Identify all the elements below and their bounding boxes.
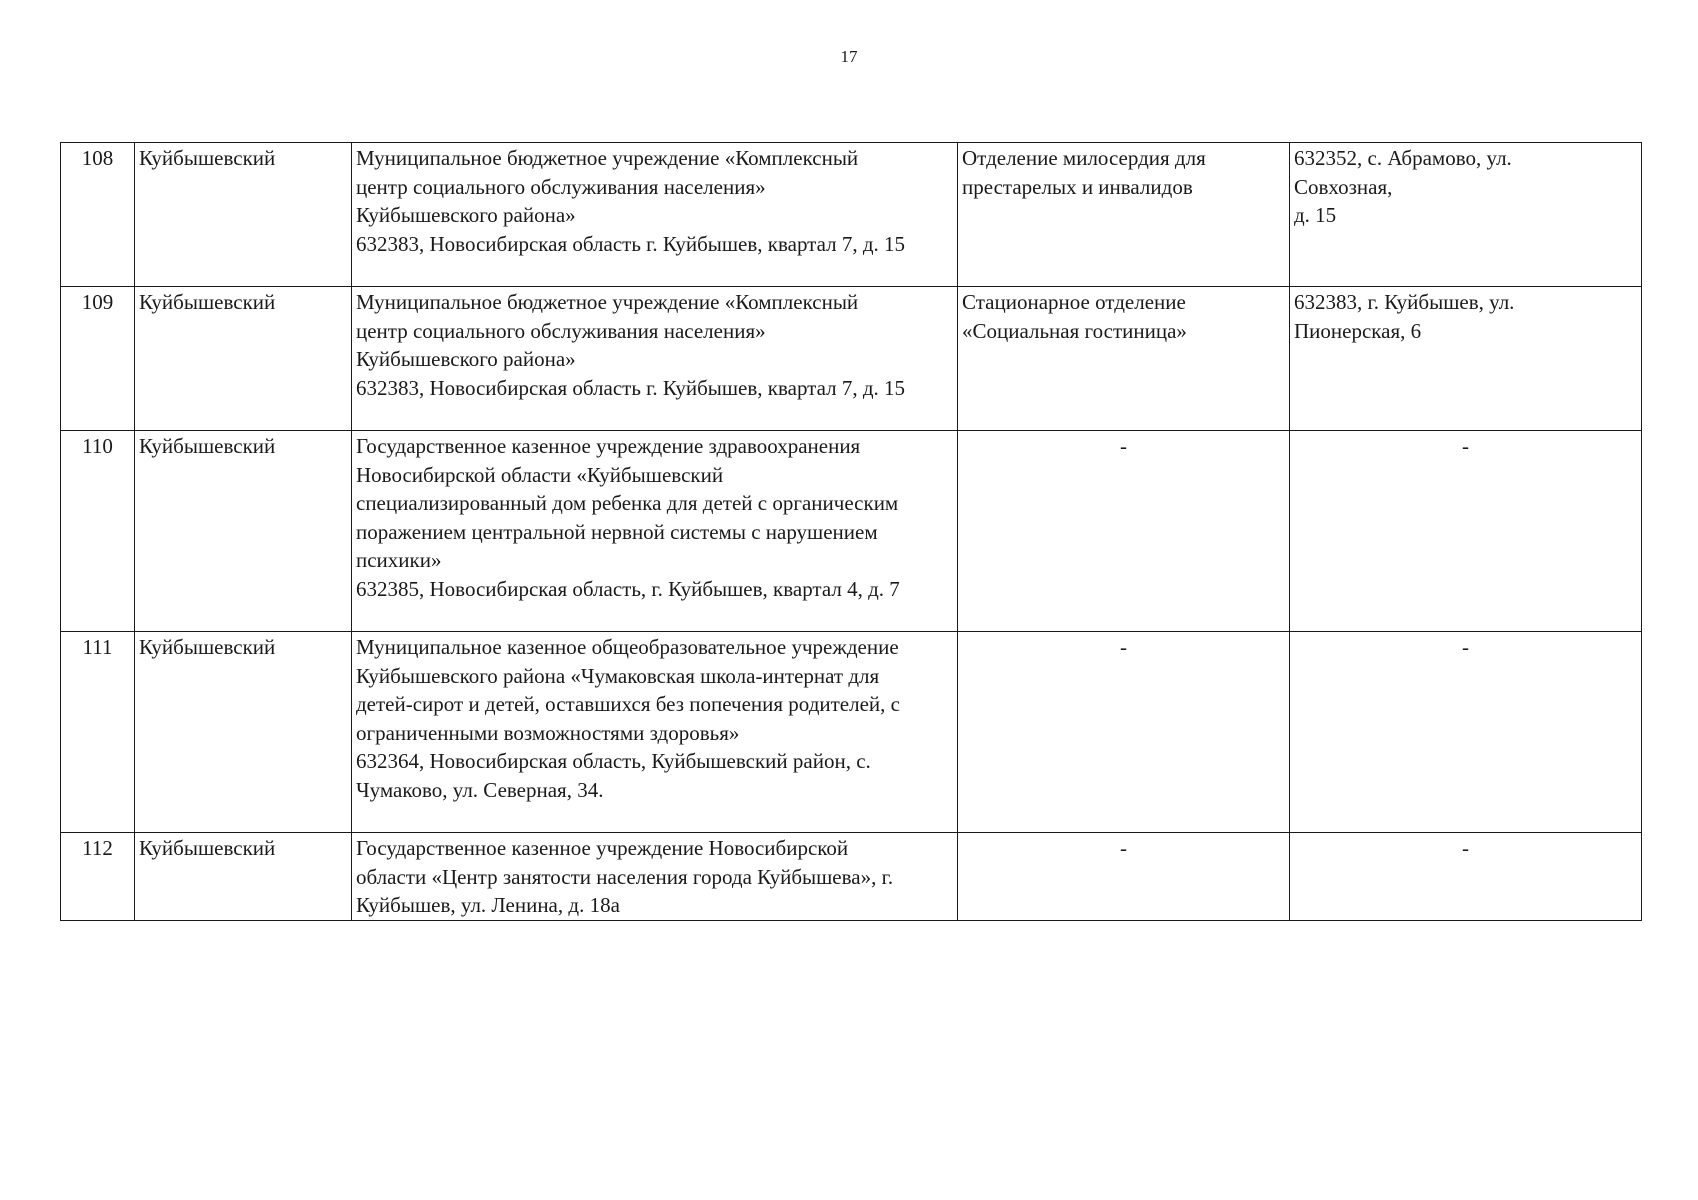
department-line: Стационарное отделение [962, 290, 1186, 314]
organization-line: Государственное казенное учреждение здравоохранения [356, 434, 861, 458]
row-number: 109 [61, 287, 135, 431]
organization-line: Муниципальное казенное общеобразовательное учреждение [356, 635, 899, 659]
institutions-table [60, 142, 1642, 921]
organization-line: поражением центральной нервной системы с нарушением [356, 519, 878, 544]
department-cell [958, 287, 1290, 431]
organization-line: Государственное казенное учреждение Новосибирской [356, 836, 849, 860]
organization-line: 632364, Новосибирская область, Куйбышевский район, с. [356, 749, 871, 773]
table-row [61, 431, 1642, 632]
table-row [61, 833, 1642, 921]
address-cell: - [1290, 833, 1642, 921]
address-line: Совхозная, [1294, 174, 1393, 199]
organization-line: центр социального обслуживания населения» [356, 318, 766, 343]
organization-line: детей-сирот и детей, оставшихся без попечения родителей, с [356, 692, 900, 716]
organization-line: Чумаково, ул. Северная, 34. [356, 777, 604, 802]
department-cell: - [958, 632, 1290, 833]
organization-line: ограниченными возможностями здоровья» [356, 720, 740, 745]
table-row [61, 632, 1642, 833]
organization-line: Муниципальное бюджетное учреждение «Комплексный [356, 146, 859, 170]
organization-line: Новосибирской области «Куйбышевский [356, 462, 724, 487]
district-cell: Куйбышевский [135, 143, 352, 287]
department-line: престарелых и инвалидов [962, 174, 1193, 199]
organization-cell [352, 431, 958, 632]
organization-line: 632385, Новосибирская область, г. Куйбышев, квартал 4, д. 7 [356, 576, 900, 601]
address-line: 632352, с. Абрамово, ул. [1294, 146, 1512, 170]
organization-line: специализированный дом ребенка для детей с органическим [356, 491, 899, 515]
district-cell: Куйбышевский [135, 287, 352, 431]
organization-line: Куйбышевского района «Чумаковская школа-интернат для [356, 663, 880, 688]
organization-line: области «Центр занятости населения города Куйбышева», г. [356, 864, 894, 889]
district-cell: Куйбышевский [135, 431, 352, 632]
table-row [61, 143, 1642, 287]
address-line: д. 15 [1294, 203, 1337, 227]
row-number: 112 [61, 833, 135, 921]
address-line: 632383, г. Куйбышев, ул. [1294, 290, 1515, 314]
organization-cell [352, 632, 958, 833]
district-cell: Куйбышевский [135, 632, 352, 833]
department-line: «Социальная гостиница» [962, 318, 1187, 343]
organization-cell [352, 287, 958, 431]
department-line: Отделение милосердия для [962, 146, 1206, 170]
organization-line: Куйбышевского района» [356, 203, 576, 227]
organization-line: Куйбышев, ул. Ленина, д. 18а [356, 893, 620, 917]
department-cell [958, 143, 1290, 287]
address-line: Пионерская, 6 [1294, 318, 1422, 343]
row-number: 110 [61, 431, 135, 632]
district-cell: Куйбышевский [135, 833, 352, 921]
address-cell [1290, 287, 1642, 431]
organization-line: 632383, Новосибирская область г. Куйбышев, квартал 7, д. 15 [356, 231, 906, 256]
address-cell: - [1290, 431, 1642, 632]
department-cell: - [958, 431, 1290, 632]
organization-cell [352, 833, 958, 921]
department-cell: - [958, 833, 1290, 921]
address-cell [1290, 143, 1642, 287]
organization-line: Муниципальное бюджетное учреждение «Комплексный [356, 290, 859, 314]
address-cell: - [1290, 632, 1642, 833]
organization-line: Куйбышевского района» [356, 347, 576, 371]
row-number: 111 [61, 632, 135, 833]
organization-line: центр социального обслуживания населения» [356, 174, 766, 199]
organization-line: 632383, Новосибирская область г. Куйбышев, квартал 7, д. 15 [356, 375, 906, 400]
organization-line: психики» [356, 548, 442, 572]
page-number: 17 [840, 47, 858, 66]
table-row [61, 287, 1642, 431]
row-number: 108 [61, 143, 135, 287]
organization-cell [352, 143, 958, 287]
